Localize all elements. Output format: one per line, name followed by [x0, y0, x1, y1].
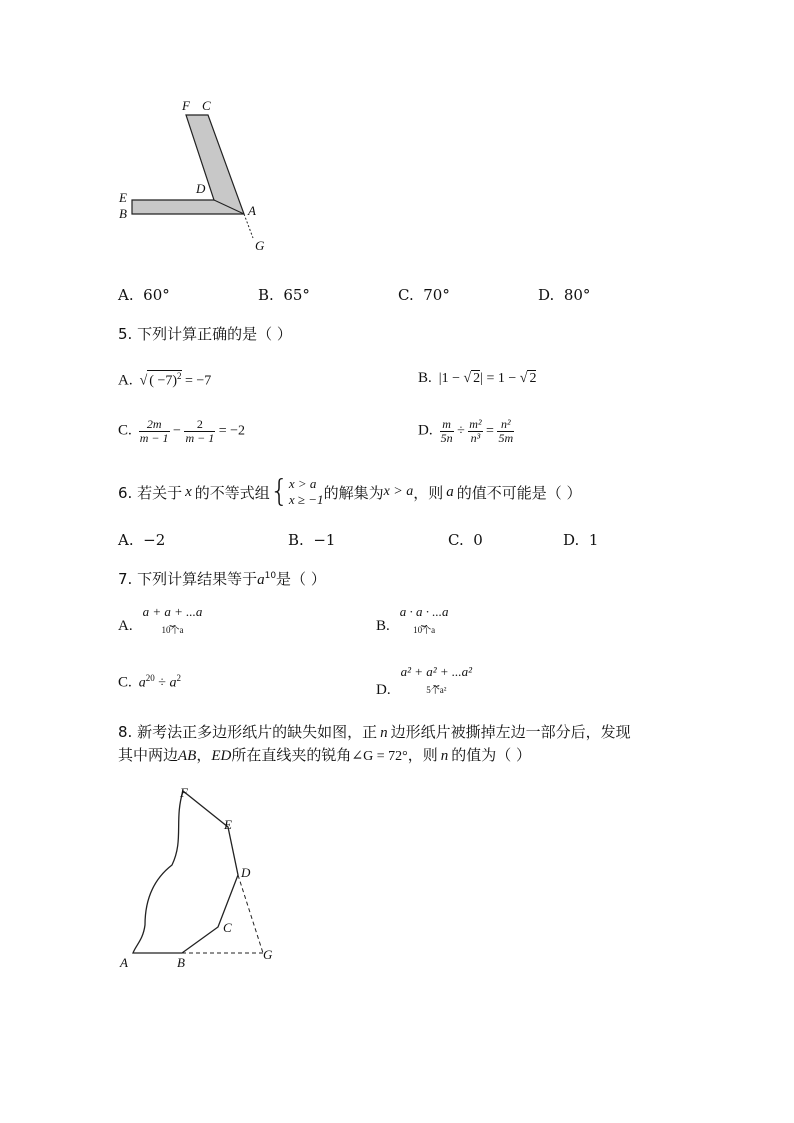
sqrt-radicand: 2 — [529, 371, 537, 386]
option-letter: A. — [118, 286, 134, 304]
stem-text: 的不等式组 — [194, 483, 270, 502]
segment-ed: ED — [211, 748, 232, 764]
operator: − — [169, 423, 185, 439]
q5-option-c[interactable] — [118, 418, 245, 445]
q8-stem-line1 — [118, 721, 631, 742]
q4-option-c[interactable] — [398, 286, 450, 304]
underbrace-icon: ⏟ — [169, 615, 176, 627]
base: a — [257, 572, 265, 588]
abs-text: 1 − — [441, 371, 464, 386]
operator: = — [482, 423, 498, 439]
q4-option-a[interactable] — [118, 286, 170, 304]
sqrt-sign: √ — [139, 373, 148, 389]
sqrt-radicand — [147, 370, 181, 390]
system-line-2: x ≥ −1 — [288, 492, 324, 507]
fraction — [497, 418, 514, 445]
numerator: n² — [497, 418, 514, 432]
denominator: 5n — [440, 431, 453, 445]
option-letter: C. — [398, 286, 414, 304]
option-letter: B. — [288, 531, 304, 549]
inequality-system — [270, 476, 324, 508]
abs-bar-left: | — [438, 371, 442, 386]
q4-option-b[interactable] — [258, 286, 310, 304]
numerator: 2m — [139, 418, 170, 432]
fraction — [184, 418, 215, 445]
q5-option-d[interactable] — [418, 418, 514, 445]
rhs: = −2 — [215, 423, 245, 439]
option-letter: C. — [118, 422, 132, 439]
q6-option-c[interactable] — [448, 531, 483, 549]
label-b: B — [119, 206, 127, 221]
exponent: 10 — [264, 571, 277, 581]
fraction — [440, 418, 454, 445]
label-a: A — [248, 203, 256, 218]
q5-option-a[interactable] — [118, 370, 211, 390]
option-letter: B. — [418, 370, 432, 386]
option-value: 70° — [423, 286, 450, 304]
denominator: m − 1 — [139, 431, 169, 445]
var-a: a — [446, 483, 454, 500]
denominator: n³ — [470, 431, 481, 445]
var-n: n — [380, 725, 388, 741]
rhs: = −7 — [181, 373, 212, 389]
label-d: D — [196, 181, 206, 196]
stem-text: 边形纸片被撕掉左边一部分后，发现 — [390, 723, 631, 741]
fraction — [468, 418, 482, 445]
option-value: 80° — [563, 286, 591, 304]
q6-option-b[interactable] — [288, 531, 335, 549]
option-letter: D. — [538, 286, 555, 304]
option-letter: A. — [118, 372, 133, 389]
q7-stem — [118, 568, 326, 589]
denominator: m − 1 — [185, 431, 215, 445]
operator: ÷ — [154, 675, 170, 691]
sqrt-sign: √ — [463, 371, 472, 386]
underbrace-bottom: 10个a — [161, 624, 184, 635]
label-b: B — [177, 955, 185, 970]
var-x: x — [185, 483, 192, 500]
segment-ab: AB — [178, 748, 197, 764]
stem-text: 8. 新考法正多边形纸片的缺失如图，正 — [118, 723, 378, 741]
q6-option-a[interactable] — [118, 531, 165, 549]
stem-text: 其中两边 — [118, 746, 179, 764]
radicand-text: ( −7) — [149, 373, 178, 389]
exponent: 2 — [176, 673, 181, 683]
stem-text: 的值为（ ） — [451, 746, 532, 764]
label-a: A — [120, 955, 128, 970]
solution-set: x > a — [383, 484, 414, 499]
q7-option-d[interactable] — [376, 660, 472, 699]
option-value: 60° — [143, 286, 170, 304]
option-letter: A. — [118, 618, 133, 634]
numerator: m² — [469, 417, 482, 431]
underbrace-icon: ⏟ — [421, 615, 428, 627]
exponent: 20 — [145, 673, 155, 683]
underbrace-top: a · a · ...a — [399, 603, 449, 619]
system-brace: { — [269, 474, 289, 509]
q8-stem-line2 — [118, 744, 531, 765]
stem-text: 是（ ） — [276, 570, 326, 588]
denominator: 5m — [498, 431, 514, 445]
option-letter: A. — [118, 531, 134, 549]
q4-option-d[interactable] — [538, 286, 590, 304]
underbrace-top: a + a + ...a — [142, 603, 203, 619]
q5-option-b[interactable] — [418, 370, 536, 387]
label-f: F — [180, 785, 188, 800]
option-letter: B. — [258, 286, 274, 304]
shaded-strip — [132, 115, 244, 214]
exponent: 2 — [177, 371, 182, 381]
underbrace-bottom: 10个a — [413, 624, 436, 635]
label-c: C — [223, 920, 232, 935]
label-e: E — [224, 817, 232, 832]
stem-text: 6. 若关于 — [118, 483, 183, 502]
underbrace-bottom: 5个a² — [426, 684, 447, 695]
base: a — [138, 675, 146, 691]
q7-option-a[interactable] — [118, 604, 202, 635]
q6-stem — [118, 472, 582, 512]
label-c: C — [202, 98, 211, 113]
numerator: m — [440, 418, 454, 432]
option-letter: B. — [376, 618, 390, 634]
figure-folded-strip — [110, 92, 280, 262]
stem-text: ， — [196, 746, 212, 764]
option-value: 1 — [588, 531, 599, 549]
var-n: n — [440, 748, 449, 764]
option-letter: D. — [563, 531, 580, 549]
mid-text: = 1 − — [482, 371, 520, 386]
stem-text: 所在直线夹的锐角 — [231, 746, 352, 764]
underbrace-expression — [401, 665, 473, 695]
base: a — [169, 675, 177, 691]
q6-option-d[interactable] — [563, 531, 598, 549]
fraction — [139, 418, 170, 445]
q7-option-b[interactable] — [376, 604, 449, 635]
stem-text: 7. 下列计算结果等于 — [118, 570, 258, 588]
stem-text: ，则 — [413, 483, 444, 502]
angle-g: ∠G = 72° — [351, 749, 408, 764]
figure-torn-polygon — [110, 780, 290, 975]
stem-text: 的值不可能是（ ） — [456, 483, 582, 502]
underbrace-expression — [143, 605, 203, 635]
numerator: 2 — [184, 418, 215, 432]
q5-stem: 5. 下列计算正确的是（ ） — [118, 325, 292, 343]
label-e: E — [119, 190, 127, 205]
option-value: 0 — [473, 531, 483, 549]
dashed-line-dg — [238, 875, 263, 953]
option-value: 65° — [283, 286, 310, 304]
option-value: −2 — [143, 531, 166, 549]
option-letter: D. — [376, 682, 391, 698]
option-letter: C. — [118, 674, 132, 691]
label-g: G — [263, 947, 273, 962]
underbrace-icon: ⏟ — [433, 675, 440, 687]
stem-text: ，则 — [407, 746, 438, 764]
stem-text: 的解集为 — [323, 483, 384, 502]
option-letter: D. — [418, 422, 433, 439]
q7-option-c[interactable] — [118, 673, 181, 692]
system-line-1: x > a — [288, 476, 317, 491]
option-value: −1 — [313, 531, 336, 549]
sqrt-radicand: 2 — [473, 371, 481, 386]
underbrace-expression — [400, 605, 449, 635]
label-d: D — [241, 865, 251, 880]
abs-bar-right: | — [480, 371, 483, 386]
label-g: G — [255, 238, 265, 253]
operator: ÷ — [453, 423, 469, 439]
option-letter: C. — [448, 531, 464, 549]
underbrace-top: a² + a² + ...a² — [400, 663, 473, 679]
sqrt-sign: √ — [519, 371, 528, 386]
label-f: F — [182, 98, 190, 113]
